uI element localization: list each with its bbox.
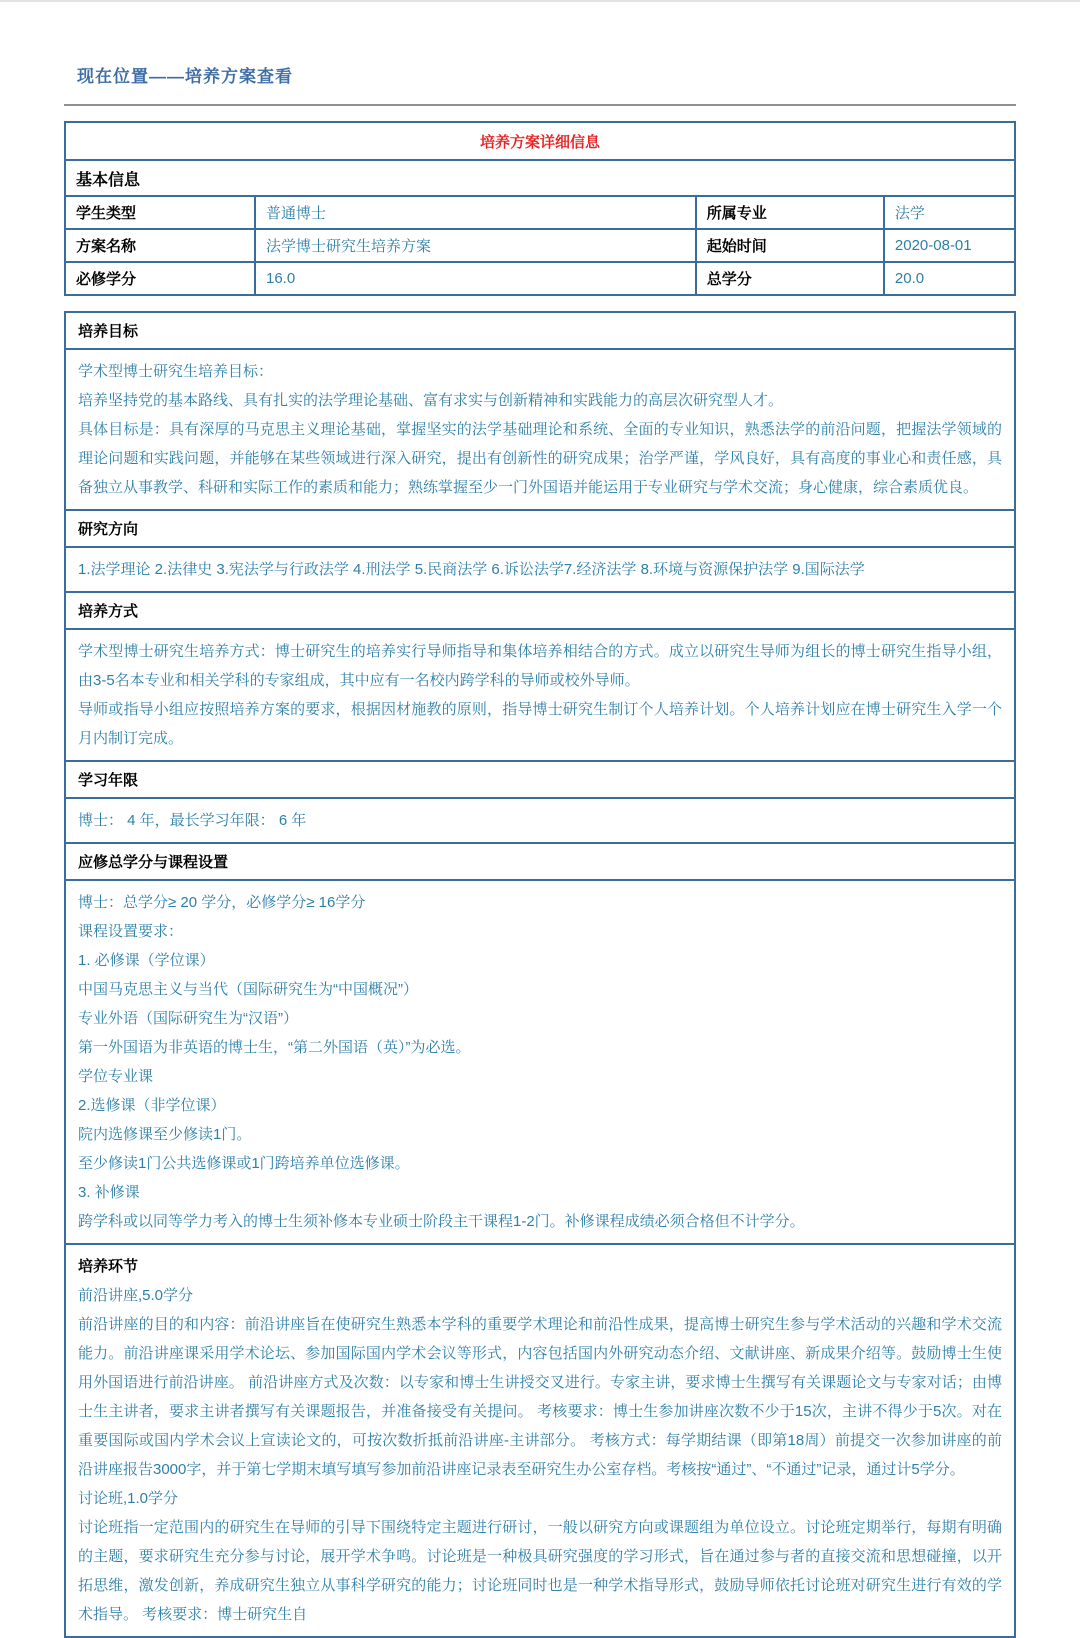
section-content-line: 博士：总学分≥ 20 学分，必修学分≥ 16学分 xyxy=(78,894,366,911)
section-header: 学习年限 xyxy=(65,761,1015,798)
basic-info-header-row xyxy=(65,160,1015,196)
section-header: 培养环节 xyxy=(78,1258,139,1275)
section-content xyxy=(65,1244,1015,1637)
section-content-line: 导师或指导小组应按照培养方案的要求，根据因材施教的原则，指导博士研究生制订个人培养计划。个人培养计划应在博士研究生入学一个月内制订完成。 xyxy=(78,701,1002,747)
section-content-line: 前沿讲座的目的和内容：前沿讲座旨在使研究生熟悉本学科的重要学术理论和前沿性成果，提高博士研究生参与学术活动的兴趣和学术交流能力。前沿讲座课采用学术论坛、参加国际国内学术会议等形式，内容包括国内外研究动态介绍、文献讲座、新成果介绍等。鼓励博士生使用外国语进行前沿讲座。 前沿讲座方式及次数：以专家和博士生讲授交叉进行。专家主讲，要求博士生撰写有关课题论文与专家对话；由博士生主讲者，要求主讲者撰写有关课题报告，并准备接受有关提问。 考核要求：博士生参加讲座次数不少于15次，主讲不得少于5次。对在重要国际或国内学术会议上宣读论文的，可按次数折抵前沿讲座-主讲部分。 考核方式：每学期结课（即第18周）前提交一次参加讲座的前沿讲座报告3000字，并于第七学期末填写填写参加前沿讲座记录表至研究生办公室存档。考核按“通过”、“不通过”记录，通过计5学分。 xyxy=(78,1316,1002,1478)
section-header-row xyxy=(65,592,1015,629)
sections-table xyxy=(64,311,1016,1638)
field-label: 起始时间 xyxy=(696,229,884,262)
section-content-line: 学术型博士研究生培养方式：博士研究生的培养实行导师指导和集体培养相结合的方式。成立以研究生导师为组长的博士研究生指导小组，由3-5名本专业和相关学科的专家组成，其中应有一名校内跨学科的导师或校外导师。 xyxy=(78,643,1002,689)
section-header: 培养方式 xyxy=(65,592,1015,629)
section-header-row xyxy=(65,761,1015,798)
field-label: 总学分 xyxy=(696,262,884,295)
section-content xyxy=(65,798,1015,843)
section-content-line: 院内选修课至少修读1门。 xyxy=(78,1126,252,1143)
field-value: 2020-08-01 xyxy=(884,229,1015,262)
section-header: 研究方向 xyxy=(65,510,1015,547)
basic-info-row xyxy=(65,196,1015,229)
section-content-line: 第一外国语为非英语的博士生，“第二外国语（英）”为必选。 xyxy=(78,1039,471,1056)
section-content xyxy=(65,629,1015,761)
field-label: 方案名称 xyxy=(65,229,255,262)
section-header-row xyxy=(65,510,1015,547)
section-header: 应修总学分与课程设置 xyxy=(65,843,1015,880)
section-content xyxy=(65,547,1015,592)
section-content-line: 至少修读1门公共选修课或1门跨培养单位选修课。 xyxy=(78,1155,410,1172)
section-content-line: 3. 补修课 xyxy=(78,1184,140,1201)
section-content-line: 培养坚持党的基本路线、具有扎实的法学理论基础、富有求实与创新精神和实践能力的高层次研究型人才。 xyxy=(78,392,784,409)
section-header-row xyxy=(65,843,1015,880)
basic-info-header: 基本信息 xyxy=(65,160,1015,196)
section-content-row xyxy=(65,798,1015,843)
field-value: 法学博士研究生培养方案 xyxy=(255,229,696,262)
basic-info-row xyxy=(65,262,1015,295)
field-label: 所属专业 xyxy=(696,196,884,229)
basic-info-table xyxy=(64,121,1016,296)
table-title: 培养方案详细信息 xyxy=(65,122,1015,160)
section-content-row xyxy=(65,1244,1015,1637)
section-header: 培养目标 xyxy=(65,312,1015,349)
section-content-line: 学术型博士研究生培养目标： xyxy=(78,363,274,380)
section-content-row xyxy=(65,547,1015,592)
section-content-line: 2.选修课（非学位课） xyxy=(78,1097,226,1114)
field-value: 普通博士 xyxy=(255,196,696,229)
section-content-row xyxy=(65,349,1015,510)
section-content-row xyxy=(65,629,1015,761)
basic-info-row xyxy=(65,229,1015,262)
section-content-line: 专业外语（国际研究生为“汉语”） xyxy=(78,1010,298,1027)
section-content xyxy=(65,349,1015,510)
section-content-line: 博士： 4 年，最长学习年限： 6 年 xyxy=(78,812,307,829)
section-content-line: 前沿讲座,5.0学分 xyxy=(78,1287,194,1304)
field-label: 必修学分 xyxy=(65,262,255,295)
field-label: 学生类型 xyxy=(65,196,255,229)
table-title-row xyxy=(65,122,1015,160)
field-value: 法学 xyxy=(884,196,1015,229)
section-content-line: 1.法学理论 2.法律史 3.宪法学与行政法学 4.刑法学 5.民商法学 6.诉讼法学7.经济法学 8.环境与资源保护法学 9.国际法学 xyxy=(78,561,865,578)
section-content-row xyxy=(65,880,1015,1244)
section-content-line: 具体目标是：具有深厚的马克思主义理论基础，掌握坚实的法学基础理论和系统、全面的专业知识，熟悉法学的前沿问题，把握法学领域的理论问题和实践问题，并能够在某些领域进行深入研究，提出有创新性的研究成果；治学严谨，学风良好，具有高度的事业心和责任感，具备独立从事教学、科研和实际工作的素质和能力；熟练掌握至少一门外国语并能运用于专业研究与学术交流；身心健康，综合素质优良。 xyxy=(78,421,1002,496)
section-header-row xyxy=(65,312,1015,349)
section-content-line: 中国马克思主义与当代（国际研究生为“中国概况”） xyxy=(78,981,418,998)
section-content-line: 1. 必修课（学位课） xyxy=(78,952,215,969)
breadcrumb: 现在位置——培养方案查看 xyxy=(77,67,293,86)
section-content-line: 跨学科或以同等学力考入的博士生须补修本专业硕士阶段主干课程1-2门。补修课程成绩必须合格但不计学分。 xyxy=(78,1213,805,1230)
content-area xyxy=(0,62,1080,1638)
section-content-line: 学位专业课 xyxy=(78,1068,154,1085)
section-content-line: 讨论班指一定范围内的研究生在导师的引导下围绕特定主题进行研讨，一般以研究方向或课题组为单位设立。讨论班定期举行，每期有明确的主题，要求研究生充分参与讨论，展开学术争鸣。讨论班是一种极具研究强度的学习形式，旨在通过参与者的直接交流和思想碰撞，以开拓思维，激发创新，养成研究生独立从事科学研究的能力；讨论班同时也是一种学术指导形式，鼓励导师依托讨论班对研究生进行有效的学术指导。 考核要求：博士研究生自 xyxy=(78,1519,1002,1623)
divider xyxy=(64,104,1016,106)
field-value: 16.0 xyxy=(255,262,696,295)
field-value: 20.0 xyxy=(884,262,1015,295)
section-content-line: 课程设置要求： xyxy=(78,923,184,940)
section-content-line: 讨论班,1.0学分 xyxy=(78,1490,179,1507)
section-content xyxy=(65,880,1015,1244)
